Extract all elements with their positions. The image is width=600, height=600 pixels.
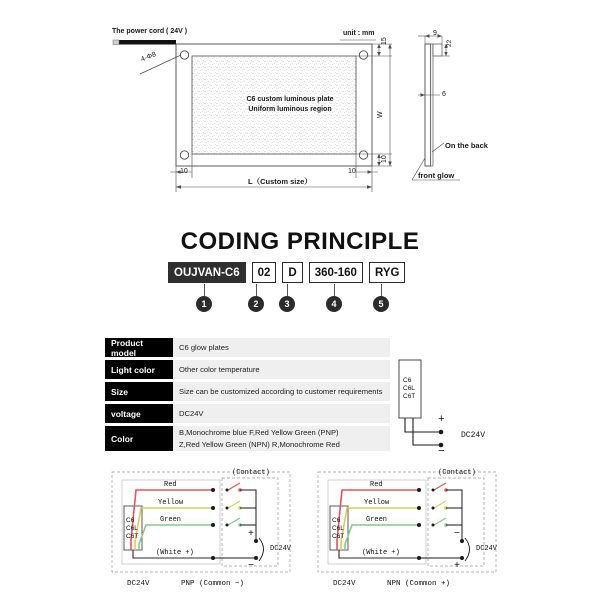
table-row xyxy=(105,404,390,423)
spec-value-color xyxy=(173,426,390,451)
npn-minus-sign: − xyxy=(454,529,461,540)
dimension-bottom-10: 10 xyxy=(381,155,388,163)
hole-dimension-label: 4-Φ8 xyxy=(140,51,158,64)
spec-value-product-model xyxy=(173,338,390,357)
pnp-minus-sign: − xyxy=(248,561,255,572)
pnp-voltage-label: DC24V xyxy=(270,545,292,553)
front-glow-label: front glow xyxy=(418,171,455,180)
code-box-color: RYG xyxy=(369,262,406,283)
dimension-height-w: W xyxy=(377,111,384,118)
code-box-type: D xyxy=(282,262,302,283)
dimension-length-label: L（Custom size） xyxy=(248,177,312,186)
npn-plus-sign: + xyxy=(454,561,461,572)
spec-value-voltage xyxy=(173,404,390,423)
chip-label-c6t: C6T xyxy=(332,533,345,541)
code-box-size: 360-160 xyxy=(309,262,363,283)
wiring-diagrams xyxy=(0,468,600,600)
spec-value-line: B,Monochrome blue F,Red Yellow Green (PNP) xyxy=(179,428,339,438)
pnp-wire-yellow-label: Yellow xyxy=(158,499,184,507)
leader-line-3 xyxy=(287,284,288,296)
power-cord-label: The power cord ( 24V ) xyxy=(112,28,188,35)
pnp-wire-white-label: (White +) xyxy=(156,549,194,557)
marker-1: 1 xyxy=(196,296,212,312)
chip-label-c6l: C6L xyxy=(403,385,415,393)
pnp-caption-voltage: DC24V xyxy=(127,580,150,588)
side-dimension-6: 6 xyxy=(442,91,446,98)
chip-label-c6: C6 xyxy=(126,517,135,524)
npn-voltage-label: DC24V xyxy=(476,545,498,553)
spec-value-line: Size can be customized according to customer requirements xyxy=(179,386,383,396)
leader-line-1 xyxy=(204,284,205,296)
luminous-plate-caption xyxy=(210,95,370,115)
simple-minus-sign: − xyxy=(438,446,445,458)
side-dimension-9: 9 xyxy=(433,30,437,37)
chip-label-c6: C6 xyxy=(332,517,341,524)
chip-label-c6l: C6L xyxy=(126,525,138,533)
simple-wiring-svg xyxy=(393,352,600,462)
dimension-right-10: 10 xyxy=(348,168,356,175)
coding-principle-title: CODING PRINCIPLE xyxy=(180,228,420,255)
chip-label-c6t: C6T xyxy=(403,393,416,401)
marker-3: 3 xyxy=(279,296,295,312)
chip-label-c6t: C6T xyxy=(126,533,139,541)
simple-plus-sign: + xyxy=(438,414,445,426)
npn-wire-yellow-label: Yellow xyxy=(364,499,390,507)
simple-chip-labels xyxy=(403,377,415,401)
spec-value-line: DC24V xyxy=(179,408,204,418)
spec-label-voltage: voltage xyxy=(105,404,173,423)
side-dimension-22: 22 xyxy=(446,39,453,47)
chip-label-c6: C6 xyxy=(403,377,412,384)
pnp-wire-green-label: Green xyxy=(160,516,182,524)
npn-chip-labels xyxy=(332,517,344,541)
table-row xyxy=(105,338,390,357)
on-the-back-label: On the back xyxy=(445,141,488,150)
table-row xyxy=(105,426,390,451)
pnp-wire-red-label: Red xyxy=(164,481,177,489)
spec-label-light-color: Light color xyxy=(105,360,173,379)
npn-wire-red-label: Red xyxy=(370,481,383,489)
simple-voltage-label: DC24V xyxy=(461,431,486,440)
spec-label-size: Size xyxy=(105,382,173,401)
plate-caption-line-2: Uniform luminous region xyxy=(248,106,332,114)
marker-2: 2 xyxy=(248,296,264,312)
dimension-left-10: 10 xyxy=(180,168,188,175)
npn-caption-voltage: DC24V xyxy=(333,580,356,588)
spec-value-size xyxy=(173,382,390,401)
unit-label: unit : mm xyxy=(343,30,375,37)
marker-5: 5 xyxy=(373,296,389,312)
npn-wire-white-label: (White +) xyxy=(362,549,400,557)
pnp-contact-label: (Contact) xyxy=(232,469,270,477)
leader-line-5 xyxy=(381,284,382,296)
code-box-product-model: OUJVAN-C6 xyxy=(168,262,246,283)
table-row xyxy=(105,382,390,401)
pnp-plus-sign: + xyxy=(248,529,255,540)
specification-table xyxy=(105,338,390,454)
spec-value-line: C6 glow plates xyxy=(179,342,229,352)
table-row xyxy=(105,360,390,379)
spec-value-light-color xyxy=(173,360,390,379)
npn-contact-label: (Contact) xyxy=(438,469,476,477)
simple-wiring-diagram xyxy=(393,352,600,462)
leader-line-2 xyxy=(256,284,257,296)
pnp-caption-type: PNP (Common −) xyxy=(181,580,245,588)
spec-label-product-model: Product model xyxy=(105,338,173,357)
spec-label-color: Color xyxy=(105,426,173,451)
code-box-light-color: 02 xyxy=(252,262,277,283)
leader-line-4 xyxy=(334,284,335,296)
wiring-svg xyxy=(0,468,600,600)
pnp-chip-labels xyxy=(126,517,138,541)
npn-wire-green-label: Green xyxy=(366,516,388,524)
plate-caption-line-1: C6 custom luminous plate xyxy=(246,96,334,103)
dimension-top-15: 15 xyxy=(381,37,388,45)
spec-value-line: Other color temperature xyxy=(179,364,260,374)
marker-4: 4 xyxy=(326,296,342,312)
coding-number-markers xyxy=(168,296,418,320)
chip-label-c6l: C6L xyxy=(332,525,344,533)
technical-drawing xyxy=(0,0,600,212)
npn-caption-type: NPN (Common +) xyxy=(387,580,451,588)
spec-value-line: Z,Red Yellow Green (NPN) R,Monochrome Red xyxy=(179,439,340,449)
coding-boxes-row xyxy=(168,262,405,283)
